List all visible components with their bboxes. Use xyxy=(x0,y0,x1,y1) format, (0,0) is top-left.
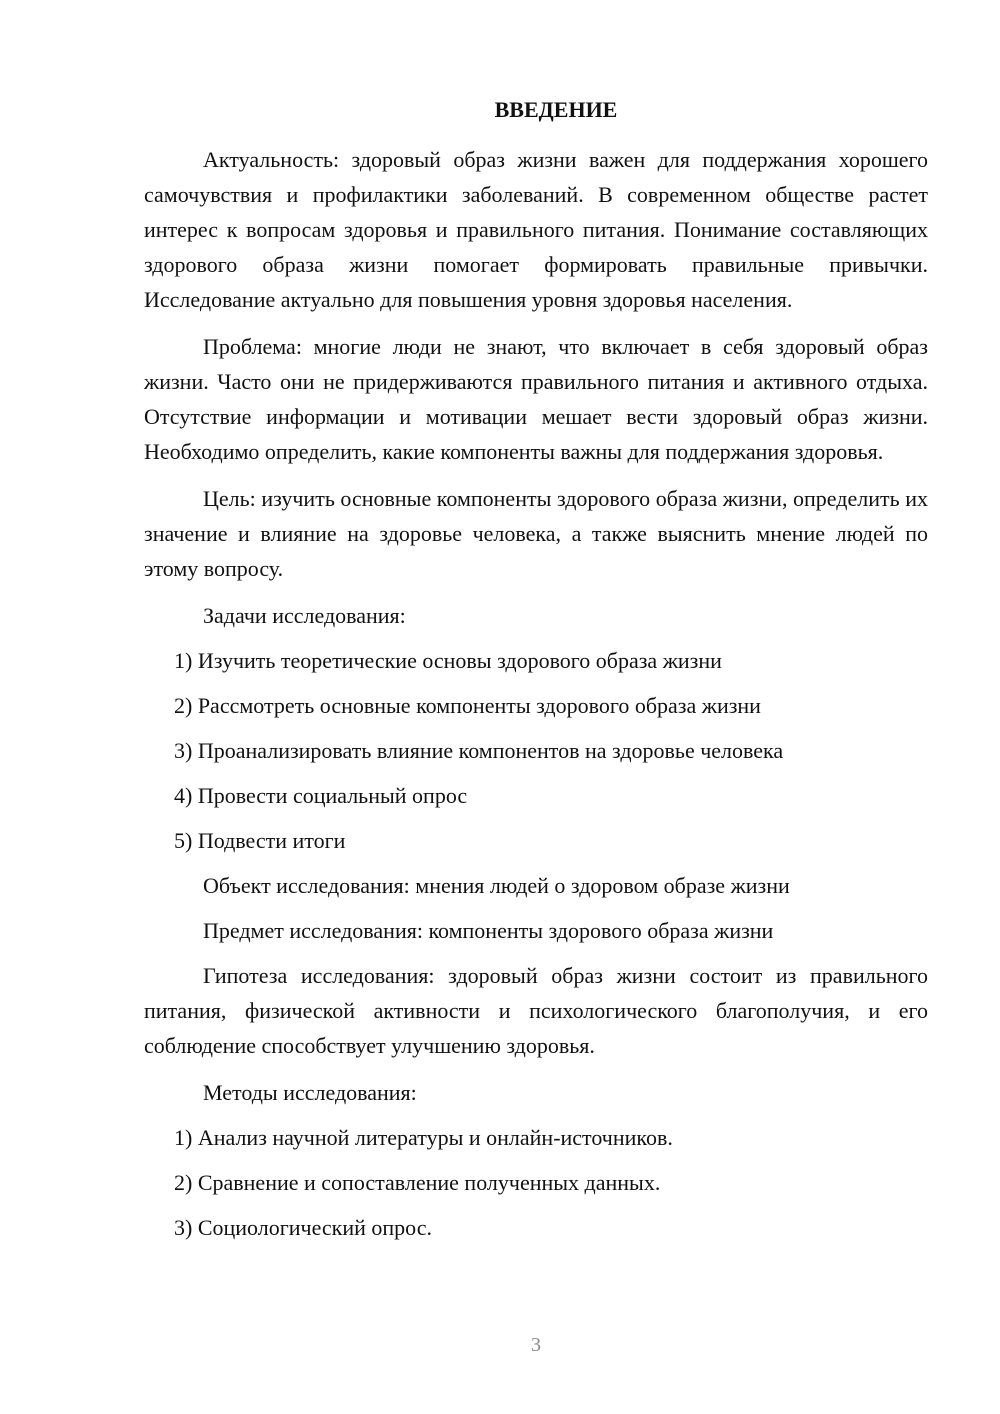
list-item: 2) Рассмотреть основные компоненты здорового образа жизни xyxy=(174,693,761,718)
list-item: 3) Проанализировать влияние компонентов на здоровье человека xyxy=(174,738,784,763)
list-item: 3) Социологический опрос. xyxy=(174,1215,432,1240)
paragraph-hypothesis: Гипотеза исследования: здоровый образ жизни состоит из правильного питания, физической активности и психологического благополучия, и его соблюдение способствует улучшению здоровья. xyxy=(144,963,928,1058)
list-item: 1) Изучить теоретические основы здорового образа жизни xyxy=(174,648,722,673)
paragraph-relevance: Актуальность: здоровый образ жизни важен для поддержания хорошего самочувствия и профилактики заболеваний. В современном обществе растет интерес к вопросам здоровья и правильного питания. Понимание составляющих здорового образа жизни помогает формировать правильные привычки. Исследование актуально для повышения уровня здоровья населения. xyxy=(144,147,928,312)
page-title: ВВЕДЕНИЕ xyxy=(494,97,618,122)
paragraph-goal: Цель: изучить основные компоненты здорового образа жизни, определить их значение и влияние на здоровье человека, а также выяснить мнение людей по этому вопросу. xyxy=(144,486,928,581)
methods-heading: Методы исследования: xyxy=(203,1080,417,1105)
methods-list xyxy=(144,1120,928,1245)
research-object: Объект исследования: мнения людей о здоровом образе жизни xyxy=(203,873,790,898)
page-number: 3 xyxy=(531,1334,541,1356)
tasks-heading: Задачи исследования: xyxy=(203,603,406,628)
list-item: 5) Подвести итоги xyxy=(174,828,346,853)
paragraph-problem: Проблема: многие люди не знают, что включает в себя здоровый образ жизни. Часто они не придерживаются правильного питания и активного отдыха. Отсутствие информации и мотивации мешает вести здоровый образ жизни. Необходимо определить, какие компоненты важны для поддержания здоровья. xyxy=(144,334,928,464)
list-item: 4) Провести социальный опрос xyxy=(174,783,468,808)
list-item: 2) Сравнение и сопоставление полученных данных. xyxy=(174,1170,661,1195)
list-item: 1) Анализ научной литературы и онлайн-источников. xyxy=(174,1125,673,1150)
research-subject: Предмет исследования: компоненты здорового образа жизни xyxy=(203,918,774,943)
tasks-list xyxy=(144,643,928,858)
